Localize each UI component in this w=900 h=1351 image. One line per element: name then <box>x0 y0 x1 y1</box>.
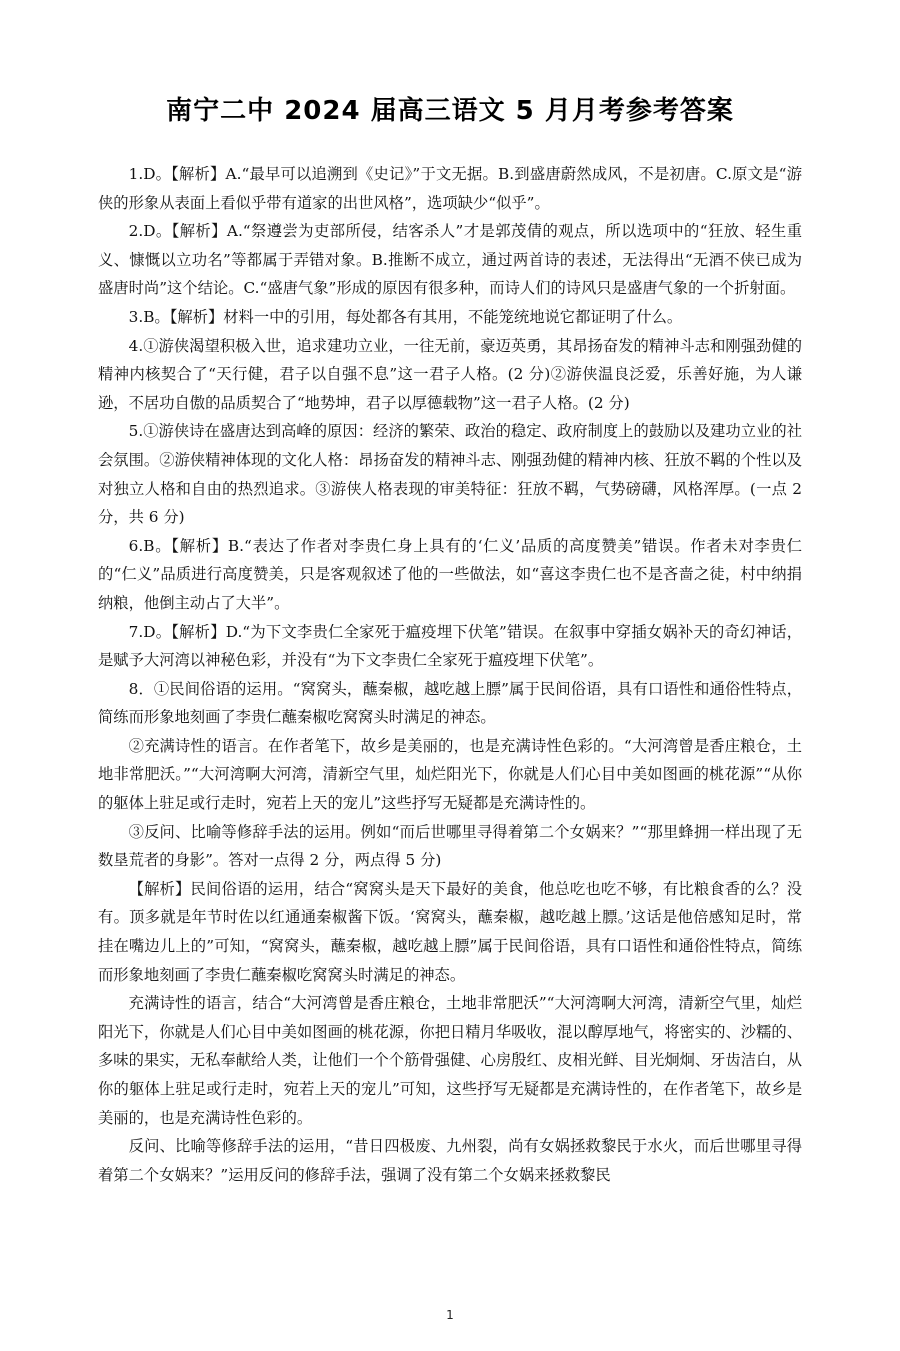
answer-8-analysis-2: 充满诗性的语言，结合“大河湾曾是香庄粮仓，土地非常肥沃”“大河湾啊大河湾，清新空气里，灿烂阳光下，你就是人们心目中美如图画的桃花源，你把日精月华吸收，混以醇厚地气，将密实的、沙糯的、多味的果实，无私奉献给人类，让他们一个个筋骨强健、心房殷红、皮相光鲜、目光炯炯、牙齿洁白，从你的躯体上驻足或行走时，宛若上天的宠儿”可知，这些抒写无疑都是充满诗性的，在作者笔下，故乡是美丽的，也是充满诗性色彩的。 <box>98 994 802 1127</box>
answer-8-analysis-3: 反问、比喻等修辞手法的运用，“昔日四极废、九州裂，尚有女娲拯救黎民于水火，而后世哪里寻得着第二个女娲来？”运用反问的修辞手法，强调了没有第二个女娲来拯救黎民 <box>98 1137 802 1184</box>
answer-4: 4.①游侠渴望积极入世，追求建功立业，一往无前，豪迈英勇，其昂扬奋发的精神斗志和刚强劲健的精神内核契合了“天行健，君子以自强不息”这一君子人格。(2 分)②游侠温良泛爱，乐善好施，为人谦逊，不居功自傲的品质契合了“地势坤，君子以厚德载物”这一君子人格。(2 分) <box>98 336 802 412</box>
page-number: 1 <box>446 1308 454 1322</box>
answer-1: 1.D。【解析】A.“最早可以追溯到《史记》”于文无据。B.到盛唐蔚然成风，不是初唐。C.原文是“游侠的形象从表面上看似乎带有道家的出世风格”，选项缺少“似乎”。 <box>98 165 802 212</box>
answer-8-point-1: 8．①民间俗语的运用。“窝窝头，蘸秦椒，越吃越上膘”属于民间俗语，具有口语性和通俗性特点，简练而形象地刻画了李贵仁蘸秦椒吃窝窝头时满足的神态。 <box>98 679 802 727</box>
answer-8-point-3: ③反问、比喻等修辞手法的运用。例如“而后世哪里寻得着第二个女娲来？”“那里蜂拥一样出现了无数垦荒者的身影”。答对一点得 2 分，两点得 5 分) <box>98 822 802 870</box>
answer-8-analysis-1: 【解析】民间俗语的运用，结合“窝窝头是天下最好的美食，他总吃也吃不够，有比粮食香的么？没有。顶多就是年节时佐以红通通秦椒酱下饭。‘窝窝头，蘸秦椒，越吃越上膘。’这话是他倍感知足时，常挂在嘴边儿上的”可知，“窝窝头，蘸秦椒，越吃越上膘”属于民间俗语，具有口语性和通俗性特点，简练而形象地刻画了李贵仁蘸秦椒吃窝窝头时满足的神态。 <box>98 879 802 984</box>
answer-6: 6.B。【解析】B.“表达了作者对李贵仁身上具有的‘仁义’品质的高度赞美”错误。作者未对李贵仁的“仁义”品质进行高度赞美，只是客观叙述了他的一些做法，如“喜这李贵仁也不是吝啬之徒，村中纳捐纳粮，他倒主动占了大半”。 <box>98 536 802 612</box>
answer-8-point-2: ②充满诗性的语言。在作者笔下，故乡是美丽的，也是充满诗性色彩的。“大河湾曾是香庄粮仓，土地非常肥沃。”“大河湾啊大河湾，清新空气里，灿烂阳光下，你就是人们心目中美如图画的桃花源”“从你的躯体上驻足或行走时，宛若上天的宠儿”这些抒写无疑都是充满诗性的。 <box>98 736 802 813</box>
document-body <box>98 160 802 1189</box>
answer-5: 5.①游侠诗在盛唐达到高峰的原因：经济的繁荣、政治的稳定、政府制度上的鼓励以及建功立业的社会氛围。②游侠精神体现的文化人格：昂扬奋发的精神斗志、刚强劲健的精神内核、狂放不羁的个性以及对独立人格和自由的热烈追求。③游侠人格表现的审美特征：狂放不羁，气势磅礴，风格浑厚。(一点 2 分，共 6 分) <box>98 422 802 527</box>
answer-2: 2.D。【解析】A.“祭遵尝为吏部所侵，结客杀人”才是郭茂倩的观点，所以选项中的“狂放、轻生重义、慷慨以立功名”等都属于弄错对象。B.推断不成立，通过两首诗的表述，无法得出“无酒不侠已成为盛唐时尚”这个结论。C.“盛唐气象”形成的原因有很多种，而诗人们的诗风只是盛唐气象的一个折射面。 <box>98 222 802 298</box>
answer-3: 3.B。【解析】材料一中的引用，每处都各有其用，不能笼统地说它都证明了什么。 <box>128 307 683 326</box>
answer-7: 7.D。【解析】D.“为下文李贵仁全家死于瘟疫埋下伏笔”错误。在叙事中穿插女娲补天的奇幻神话，是赋予大河湾以神秘色彩，并没有“为下文李贵仁全家死于瘟疫埋下伏笔”。 <box>98 622 802 670</box>
document-title: 南宁二中 2024 届高三语文 5 月月考参考答案 <box>166 96 734 126</box>
